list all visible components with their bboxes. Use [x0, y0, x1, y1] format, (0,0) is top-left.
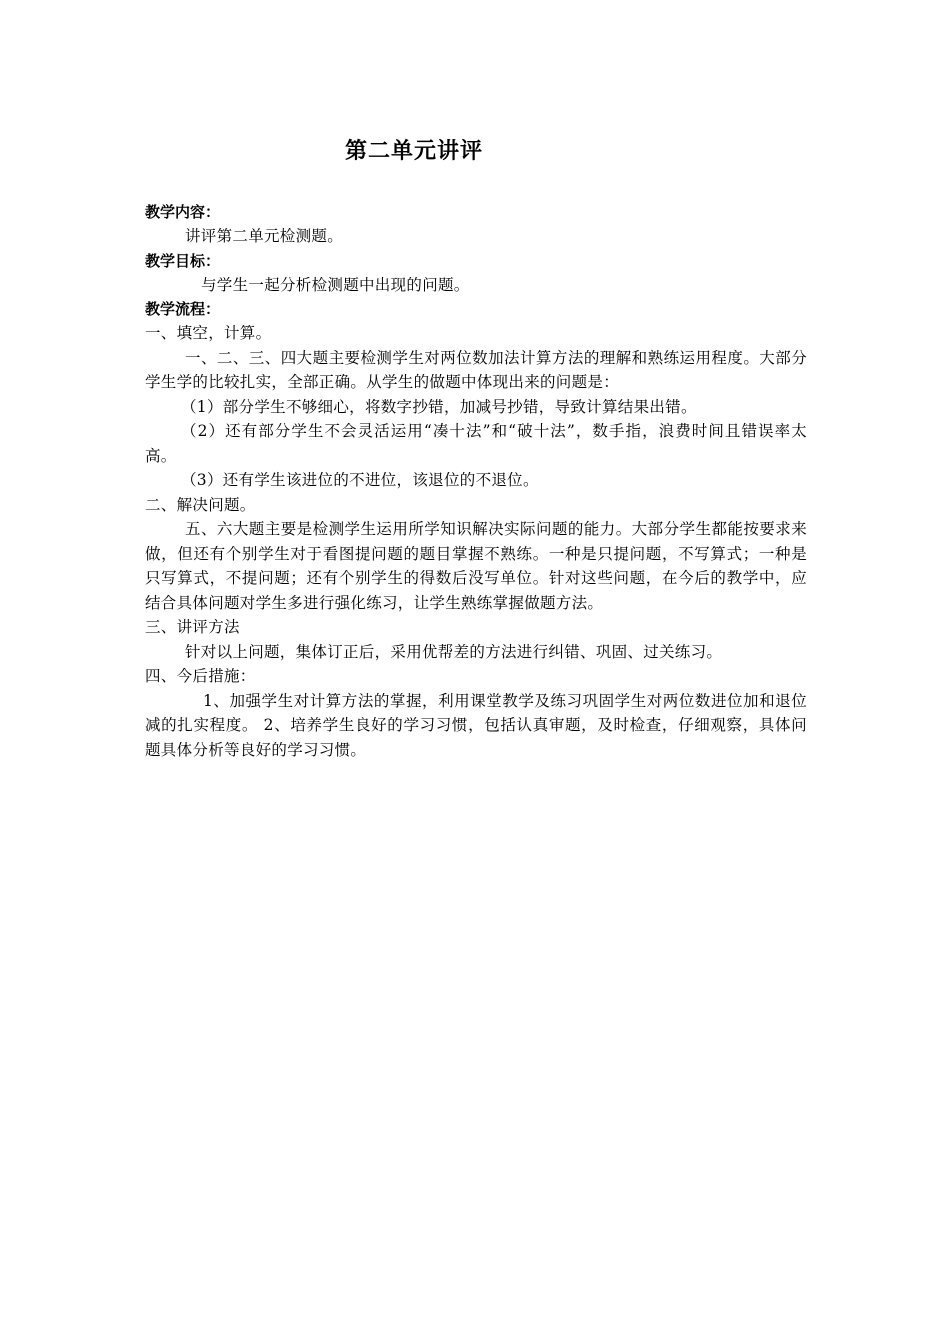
section4-title: 四、今后措施： [145, 667, 256, 685]
goal-text: 与学生一起分析检测题中出现的问题。 [201, 275, 470, 294]
section3-title: 三、讲评方法 [145, 618, 240, 636]
section1-item-1: （1）部分学生不够细心，将数字抄错，加减号抄错，导致计算结果出错。 [181, 397, 697, 416]
section1-item-2: （2）还有部分学生不会灵活运用“凑十法”和“破十法”，数手指，浪费时间且错误率太高。 [145, 422, 807, 465]
goal-heading: 教学目标： [145, 251, 221, 270]
process-heading: 教学流程： [145, 300, 221, 318]
section4-paragraph: 1、加强学生对计算方法的掌握，利用课堂教学及练习巩固学生对两位数进位加和退位减的扎实程度。 2、培养学生良好的学习习惯，包括认真审题，及时检查，仔细观察，具体问题具体分析等良好的学习习惯。 [145, 691, 807, 759]
section1-title: 一、填空，计算。 [145, 324, 272, 342]
document-title: 第二单元讲评 [345, 139, 484, 164]
document-page [145, 136, 807, 762]
section3-paragraph: 针对以上问题，集体订正后，采用优帮差的方法进行纠错、巩固、过关练习。 [185, 642, 723, 661]
content-text: 讲评第二单元检测题。 [185, 227, 344, 245]
section2-title: 二、解决问题。 [145, 495, 256, 514]
section2-paragraph: 五、六大题主要是检测学生运用所学知识解决实际问题的能力。大部分学生都能按要求来做，但还有个别学生对于看图提问题的题目掌握不熟练。一种是只提问题，不写算式；一种是只写算式，不提问题；还有个别学生的得数后没写单位。针对这些问题，在今后的教学中，应结合具体问题对学生多进行强化练习，让学生熟练掌握做题方法。 [145, 520, 807, 612]
content-heading: 教学内容： [145, 203, 221, 221]
section1-paragraph: 一、二、三、四大题主要检测学生对两位数加法计算方法的理解和熟练运用程度。大部分学生学的比较扎实，全部正确。从学生的做题中体现出来的问题是： [145, 348, 807, 391]
section1-item-3: （3）还有学生该进位的不进位，该退位的不退位。 [181, 471, 539, 489]
